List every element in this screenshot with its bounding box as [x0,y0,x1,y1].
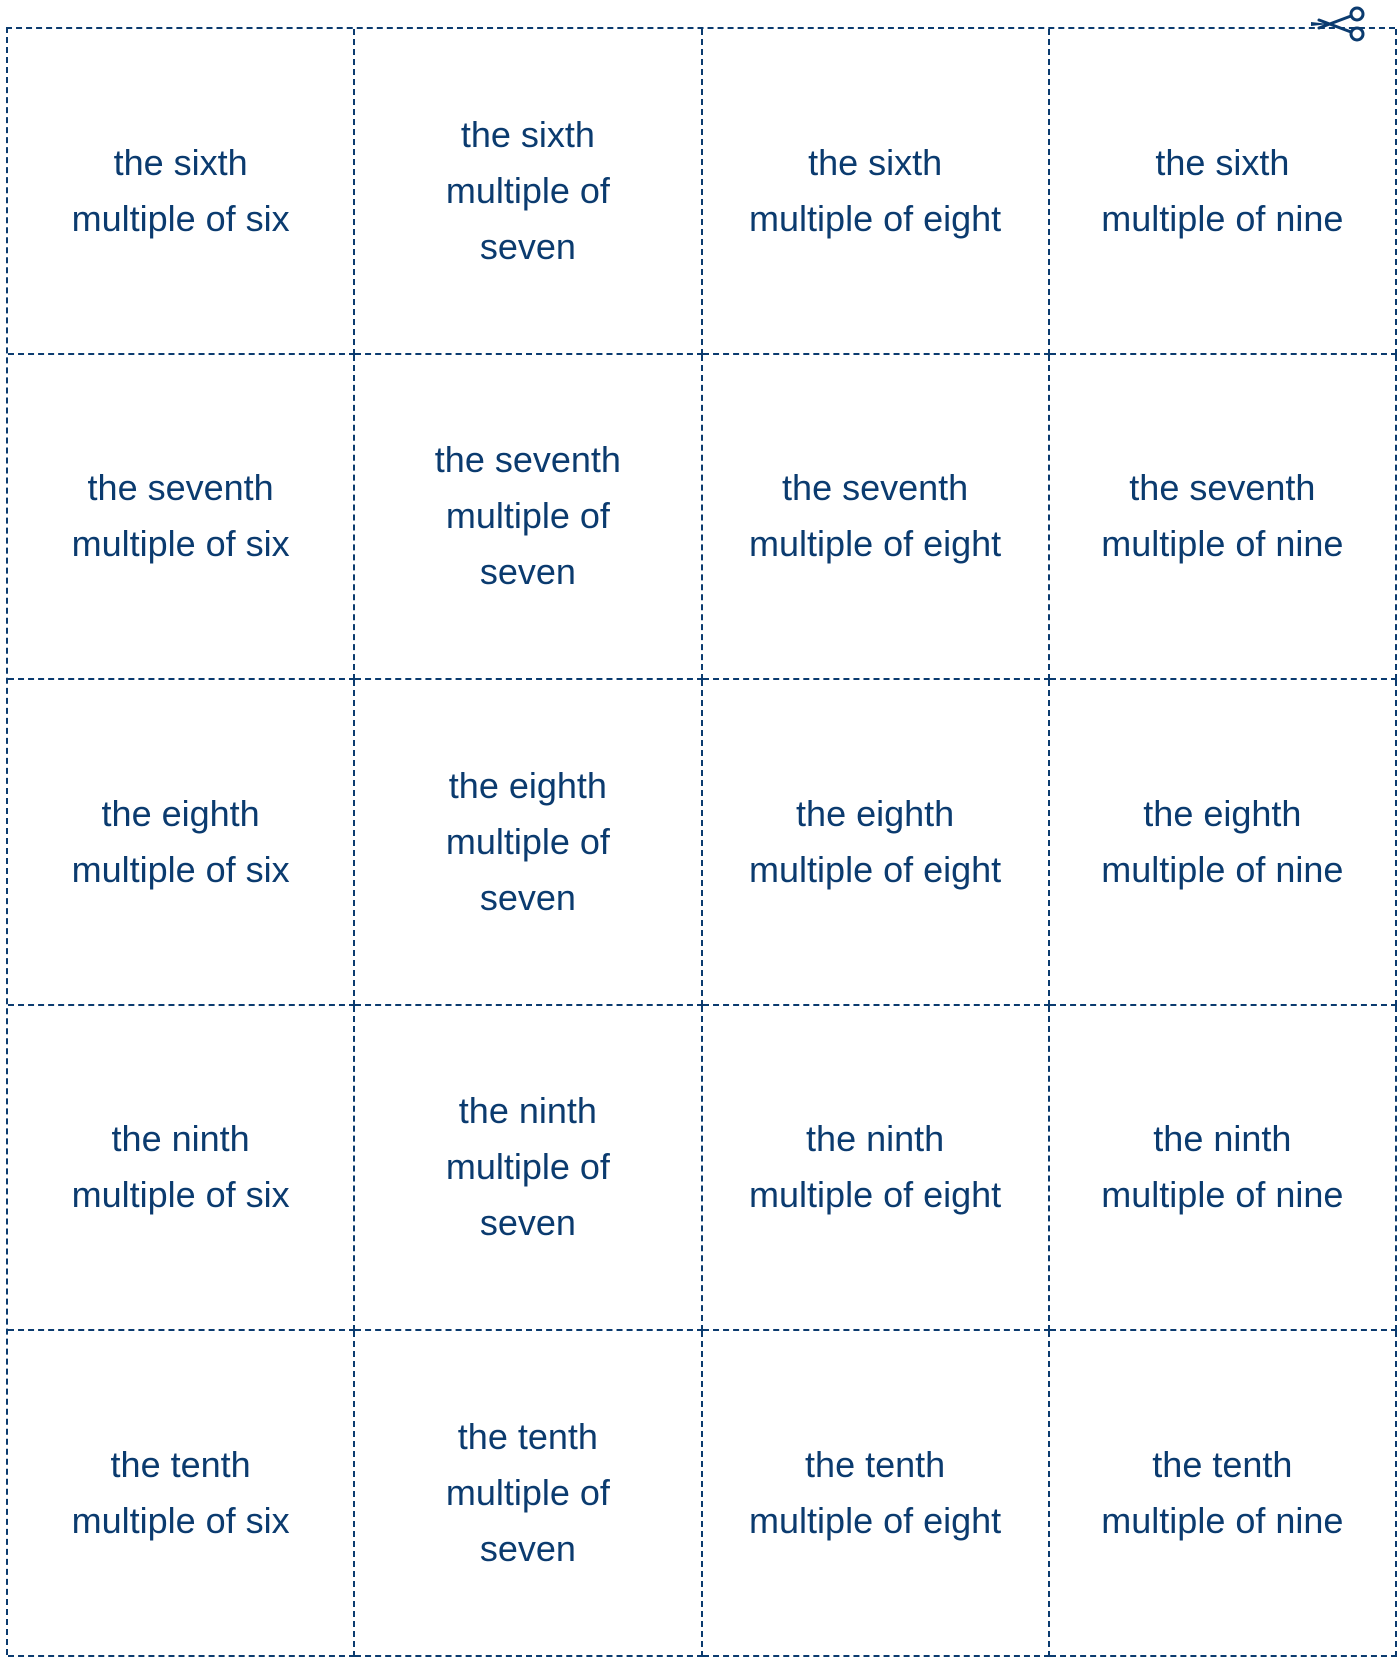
card-text: the ninth multiple of nine [1101,1118,1344,1216]
card-r1-c4 [1050,29,1397,355]
card-sheet [6,27,1395,1667]
card-text: the seventh multiple of eight [749,467,1002,565]
card-text: the eighth multiple of nine [1101,792,1344,890]
card-text: the ninth multiple of eight [749,1118,1002,1216]
card-r3-c3 [703,680,1050,1006]
card-r5-c1 [8,1331,355,1657]
card-text: the ninth multiple of six [71,1118,290,1216]
card-text: the ninth multiple of seven [445,1090,610,1244]
card-r4-c3 [703,1006,1050,1332]
card-text: the tenth multiple of eight [749,1443,1002,1541]
card-text: the tenth multiple of nine [1101,1443,1344,1541]
card-r4-c4 [1050,1006,1397,1332]
card-text: the seventh multiple of seven [434,439,621,593]
card-text: the eighth multiple of eight [749,792,1002,890]
card-r1-c3 [703,29,1050,355]
card-r3-c1 [8,680,355,1006]
card-r1-c2 [355,29,702,355]
card-text: the seventh multiple of nine [1101,467,1344,565]
card-r3-c2 [355,680,702,1006]
card-text: the sixth multiple of nine [1101,141,1344,239]
card-r1-c1 [8,29,355,355]
scissors-icon [1309,4,1369,44]
card-text: the tenth multiple of six [71,1443,290,1541]
card-r5-c4 [1050,1331,1397,1657]
card-r2-c4 [1050,355,1397,681]
card-r4-c1 [8,1006,355,1332]
card-text: the tenth multiple of seven [445,1415,610,1569]
card-text: the sixth multiple of seven [445,113,610,267]
card-r2-c2 [355,355,702,681]
card-grid [6,27,1395,1655]
card-text: the eighth multiple of seven [445,764,610,918]
card-text: the eighth multiple of six [71,792,290,890]
card-text: the seventh multiple of six [71,467,290,565]
card-r2-c3 [703,355,1050,681]
card-r5-c3 [703,1331,1050,1657]
card-r4-c2 [355,1006,702,1332]
card-r5-c2 [355,1331,702,1657]
card-text: the sixth multiple of six [71,141,290,239]
card-text: the sixth multiple of eight [749,141,1002,239]
card-r3-c4 [1050,680,1397,1006]
card-r2-c1 [8,355,355,681]
